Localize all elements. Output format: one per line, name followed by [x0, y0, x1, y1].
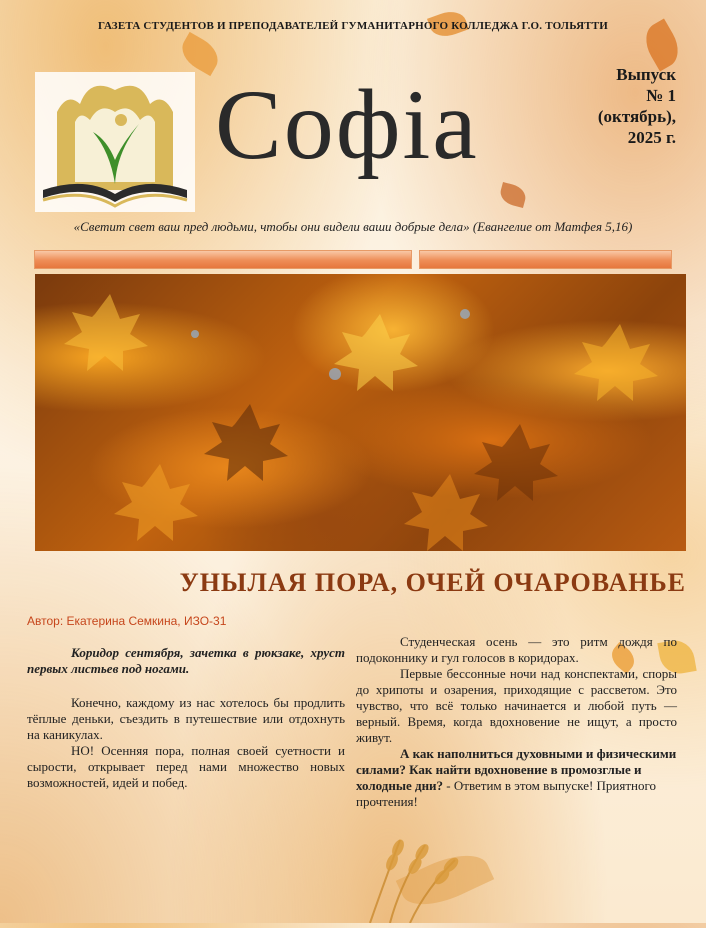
newspaper-title: Софiа	[215, 69, 479, 180]
issue-month: (октябрь),	[597, 107, 676, 126]
article-paragraph: Первые бессонные ночи над конспектами, споры до хрипоты и озарения, приходящие с рассветом. Это чувство, что всё только начинается и любой путь — верный. Время, когда вдохновение не ищут, а просто живут.	[356, 666, 677, 745]
article-paragraph: НО! Осенняя пора, полная своей суетности и сырости, открывает перед нами множество новых возможностей, идей и побед.	[27, 743, 345, 790]
motto-quote: «Светит свет ваш пред людьми, чтобы они видели ваши добрые дела» (Евангелие от Матфея 5,16)	[73, 219, 633, 234]
article-column-left	[27, 645, 345, 791]
autumn-leaves-photo	[35, 274, 686, 551]
decorative-bar-left	[34, 250, 412, 269]
decorative-bar-right	[419, 250, 672, 269]
article-paragraph: Конечно, каждому из нас хотелось бы продлить тёплые деньки, съездить в путешествие или отдохнуть на каникулах.	[27, 695, 345, 742]
wheat-decoration	[330, 820, 490, 923]
leaf-decoration	[498, 182, 528, 208]
issue-year: 2025 г.	[627, 128, 676, 147]
article-paragraph: Студенческая осень — это ритм дождя по подоконнику и гул голосов в коридорах.	[356, 634, 677, 665]
college-logo	[35, 72, 195, 212]
issue-line: Выпуск	[616, 65, 676, 84]
article-paragraph-closing	[356, 746, 677, 810]
article-question: А как наполниться духовными и физическими силами? Как найти вдохновение в промозглые и холодные дни?	[356, 746, 677, 793]
article-lead: Коридор сентября, зачетка в рюкзаке, хруст первых листьев под ногами.	[27, 645, 345, 676]
article-column-right	[356, 634, 677, 810]
issue-info	[566, 64, 676, 148]
newspaper-subtitle: ГАЗЕТА СТУДЕНТОВ И ПРЕПОДАВАТЕЛЕЙ ГУМАНИТАРНОГО КОЛЛЕДЖА Г.О. ТОЛЬЯТТИ	[97, 20, 609, 32]
issue-number: № 1	[646, 86, 676, 105]
article-answer: - Ответим в этом выпуске! Приятного прочтения!	[356, 778, 657, 809]
article-headline: УНЫЛАЯ ПОРА, ОЧЕЙ ОЧАРОВАНЬЕ	[179, 568, 686, 597]
article-author: Автор: Екатерина Семкина, ИЗО-31	[27, 614, 227, 628]
